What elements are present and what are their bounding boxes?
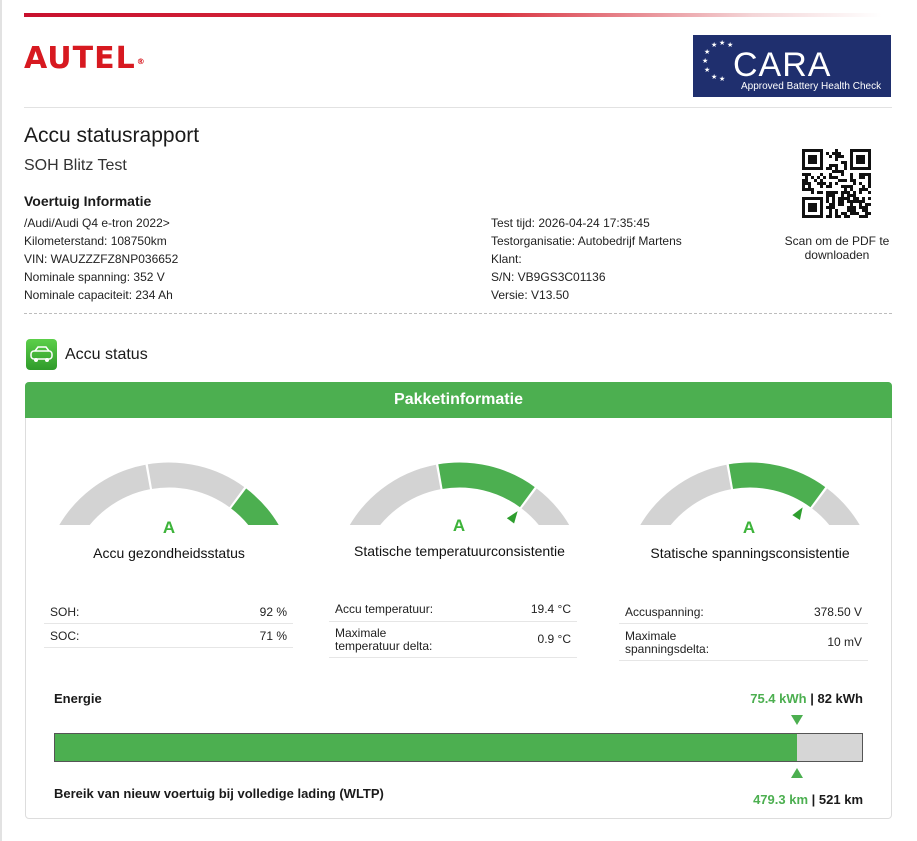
svg-text:★: ★ bbox=[719, 39, 726, 47]
serial-number: S/N: VB9GS3C01136 bbox=[491, 270, 606, 284]
battery-car-icon bbox=[26, 339, 57, 370]
qr-caption: Scan om de PDF te downloaden bbox=[784, 234, 890, 262]
battery-status-heading: Accu status bbox=[65, 346, 148, 363]
svg-text:★: ★ bbox=[704, 48, 711, 56]
vehicle-mileage: Kilometerstand: 108750km bbox=[24, 234, 167, 248]
page-border bbox=[0, 0, 2, 841]
svg-text:★: ★ bbox=[719, 75, 726, 83]
qr-code-icon[interactable] bbox=[802, 149, 871, 218]
temperature-gauge-title: Statische temperatuurconsistentie bbox=[354, 543, 565, 559]
energy-value: 75.4 kWh | 82 kWh bbox=[750, 691, 863, 706]
energy-bar-fill bbox=[55, 734, 797, 761]
voltage-gauge-title: Statische spanningsconsistentie bbox=[650, 545, 850, 561]
voltage-grade: A bbox=[742, 518, 756, 537]
package-info-title: Pakketinformatie bbox=[25, 382, 892, 418]
svg-text:★: ★ bbox=[702, 57, 709, 65]
report-subtitle: SOH Blitz Test bbox=[24, 157, 127, 174]
report-title: Accu statusrapport bbox=[24, 124, 200, 147]
section-divider bbox=[24, 313, 892, 314]
gauge-segment bbox=[147, 462, 245, 508]
energy-label: Energie bbox=[54, 691, 102, 706]
header-accent-bar bbox=[24, 13, 882, 17]
range-value: 479.3 km | 521 km bbox=[753, 792, 863, 807]
temperature-consistency-gauge bbox=[337, 440, 582, 525]
autel-logo: AUTEL® bbox=[24, 41, 146, 76]
gauge-active-segment bbox=[728, 462, 826, 508]
range-marker-icon bbox=[791, 768, 803, 778]
health-gauge-title: Accu gezondheidsstatus bbox=[93, 545, 245, 561]
table-row: Accu temperatuur: 19.4 °C bbox=[329, 598, 577, 622]
range-label: Bereik van nieuw voertuig bij volledige lading (WLTP) bbox=[54, 786, 384, 801]
temperature-table bbox=[329, 598, 577, 658]
energy-bar bbox=[54, 733, 863, 762]
table-row: Accuspanning: 378.50 V bbox=[619, 600, 868, 624]
table-row: Maximale spanningsdelta: 10 mV bbox=[619, 624, 868, 661]
gauge-segment bbox=[634, 464, 732, 525]
svg-text:★: ★ bbox=[711, 73, 718, 81]
gauge-active-segment bbox=[438, 462, 536, 508]
test-organisation: Testorganisatie: Autobedrijf Martens bbox=[491, 234, 682, 248]
vehicle-info-heading: Voertuig Informatie bbox=[24, 193, 152, 209]
vehicle-model: /Audi/Audi Q4 e-tron 2022> bbox=[24, 216, 170, 230]
vehicle-info-right bbox=[491, 214, 682, 304]
cara-badge bbox=[693, 35, 891, 97]
svg-text:★: ★ bbox=[711, 41, 718, 49]
health-gauge bbox=[44, 440, 294, 525]
energy-marker-icon bbox=[791, 715, 803, 725]
table-row: SOC: 71 % bbox=[44, 624, 293, 648]
header-divider bbox=[24, 107, 892, 108]
vehicle-nominal-capacity: Nominale capaciteit: 234 Ah bbox=[24, 288, 173, 302]
voltage-consistency-gauge bbox=[625, 440, 875, 525]
version: Versie: V13.50 bbox=[491, 288, 570, 302]
gauge-pointer bbox=[507, 511, 518, 523]
cara-subtitle: Approved Battery Health Check bbox=[741, 81, 882, 92]
cara-word: CARA bbox=[733, 46, 832, 84]
temperature-grade: A bbox=[452, 516, 466, 535]
gauge-segment bbox=[343, 464, 441, 525]
vehicle-nominal-voltage: Nominale spanning: 352 V bbox=[24, 270, 165, 284]
voltage-table bbox=[619, 600, 868, 661]
table-row: SOH: 92 % bbox=[44, 600, 293, 624]
svg-text:★: ★ bbox=[727, 41, 734, 49]
test-time: Test tijd: 2026-04-24 17:35:45 bbox=[491, 216, 650, 230]
health-grade: A bbox=[162, 518, 176, 537]
svg-text:★: ★ bbox=[704, 66, 711, 74]
customer: Klant: bbox=[491, 252, 522, 266]
vehicle-info-left bbox=[24, 214, 178, 304]
gauge-segment bbox=[53, 464, 151, 525]
vehicle-vin: VIN: WAUZZZFZ8NP036652 bbox=[24, 252, 179, 266]
table-row: Maximale temperatuur delta: 0.9 °C bbox=[329, 622, 577, 658]
health-table bbox=[44, 600, 293, 648]
gauge-pointer bbox=[792, 507, 802, 520]
